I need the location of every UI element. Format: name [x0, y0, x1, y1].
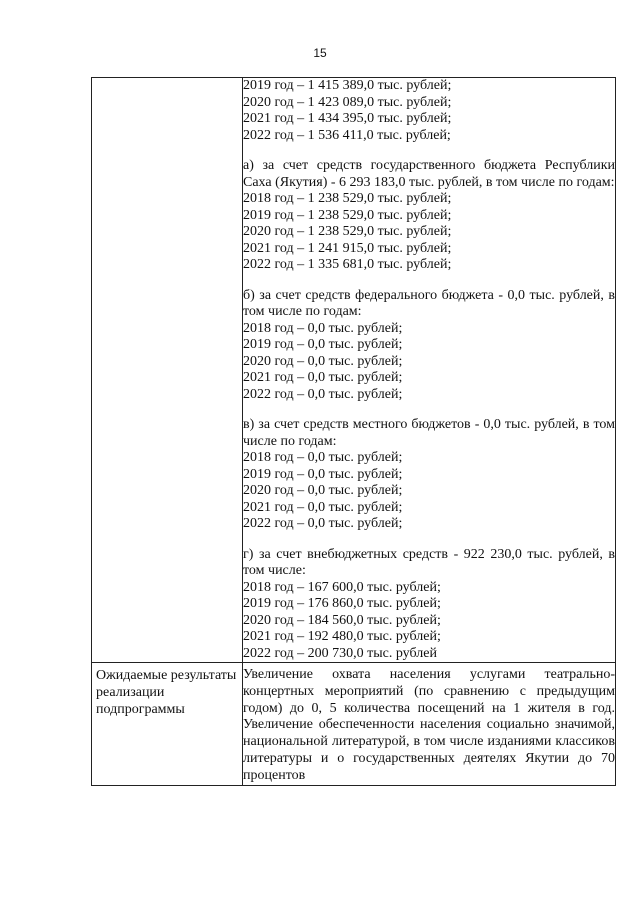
total-2020: 2020 год – 1 423 089,0 тыс. рублей; [243, 94, 452, 110]
expected-results-content-cell [243, 663, 616, 786]
federal-budget-2021: 2021 год – 0,0 тыс. рублей; [243, 370, 403, 385]
local-budget-2019: 2019 год – 0,0 тыс. рублей; [243, 466, 403, 482]
extra-budget-2019: 2019 год – 176 860,0 тыс. рублей; [243, 596, 441, 611]
federal-budget-heading: б) за счет средств федерального бюджета - 0,0 тыс. рублей, в том числе по годам: [243, 287, 615, 319]
local-budget-block [243, 417, 615, 533]
state-budget-2018: 2018 год – 1 238 529,0 тыс. рублей; [243, 191, 452, 206]
extra-budget-2018: 2018 год – 167 600,0 тыс. рублей; [243, 579, 441, 595]
totals-block [243, 78, 615, 144]
total-2021: 2021 год – 1 434 395,0 тыс. рублей; [243, 111, 452, 126]
extra-budget-heading: г) за счет внебюджетных средств - 922 230,0 тыс. рублей, в том числе: [243, 546, 615, 578]
total-2022: 2022 год – 1 536 411,0 тыс. рублей; [243, 127, 451, 143]
funding-content-cell [243, 78, 616, 663]
state-budget-heading: а) за счет средств государственного бюджета Республики Саха (Якутия) - 6 293 183,0 тыс. рублей, в том числе по годам: [243, 158, 615, 190]
expected-results-row [92, 663, 616, 786]
extra-budget-2020: 2020 год – 184 560,0 тыс. рублей; [243, 612, 441, 628]
funding-row [92, 78, 616, 663]
state-budget-2020: 2020 год – 1 238 529,0 тыс. рублей; [243, 224, 452, 239]
federal-budget-2022: 2022 год – 0,0 тыс. рублей; [243, 386, 403, 402]
state-budget-2022: 2022 год – 1 335 681,0 тыс. рублей; [243, 257, 452, 272]
local-budget-2022: 2022 год – 0,0 тыс. рублей; [243, 516, 403, 531]
local-budget-heading: в) за счет средств местного бюджетов - 0,0 тыс. рублей, в том числе по годам: [243, 417, 615, 449]
federal-budget-block [243, 288, 615, 404]
page-number: 15 [313, 46, 327, 60]
local-budget-2020: 2020 год – 0,0 тыс. рублей; [243, 483, 403, 498]
state-budget-block [243, 158, 615, 274]
federal-budget-2020: 2020 год – 0,0 тыс. рублей; [243, 353, 403, 369]
extra-budget-block [243, 547, 615, 663]
federal-budget-2019: 2019 год – 0,0 тыс. рублей; [243, 337, 403, 352]
total-2019: 2019 год – 1 415 389,0 тыс. рублей; [243, 78, 452, 93]
local-budget-2018: 2018 год – 0,0 тыс. рублей; [243, 450, 403, 465]
federal-budget-2018: 2018 год – 0,0 тыс. рублей; [243, 320, 403, 336]
state-budget-2021: 2021 год – 1 241 915,0 тыс. рублей; [243, 240, 452, 256]
local-budget-2021: 2021 год – 0,0 тыс. рублей; [243, 499, 403, 515]
funding-label-cell [92, 78, 243, 663]
expected-results-text: Увеличение охвата населения услугами театрально-концертных мероприятий (по сравнению с предыдущим годом) до 0, 5 количества посещений на 1 жителя в год. Увеличение обеспеченности населения социально значимой, национальной литературой, в том числе изданиями классиков литературы и о государственных деятелях Якутии до 70 процентов [243, 667, 615, 783]
program-table [91, 77, 616, 786]
expected-results-label-cell [92, 663, 243, 786]
expected-results-label: Ожидаемые результаты реализации подпрограммы [96, 668, 237, 717]
state-budget-2019: 2019 год – 1 238 529,0 тыс. рублей; [243, 207, 452, 223]
extra-budget-2021: 2021 год – 192 480,0 тыс. рублей; [243, 629, 441, 644]
extra-budget-2022: 2022 год – 200 730,0 тыс. рублей [243, 645, 437, 661]
